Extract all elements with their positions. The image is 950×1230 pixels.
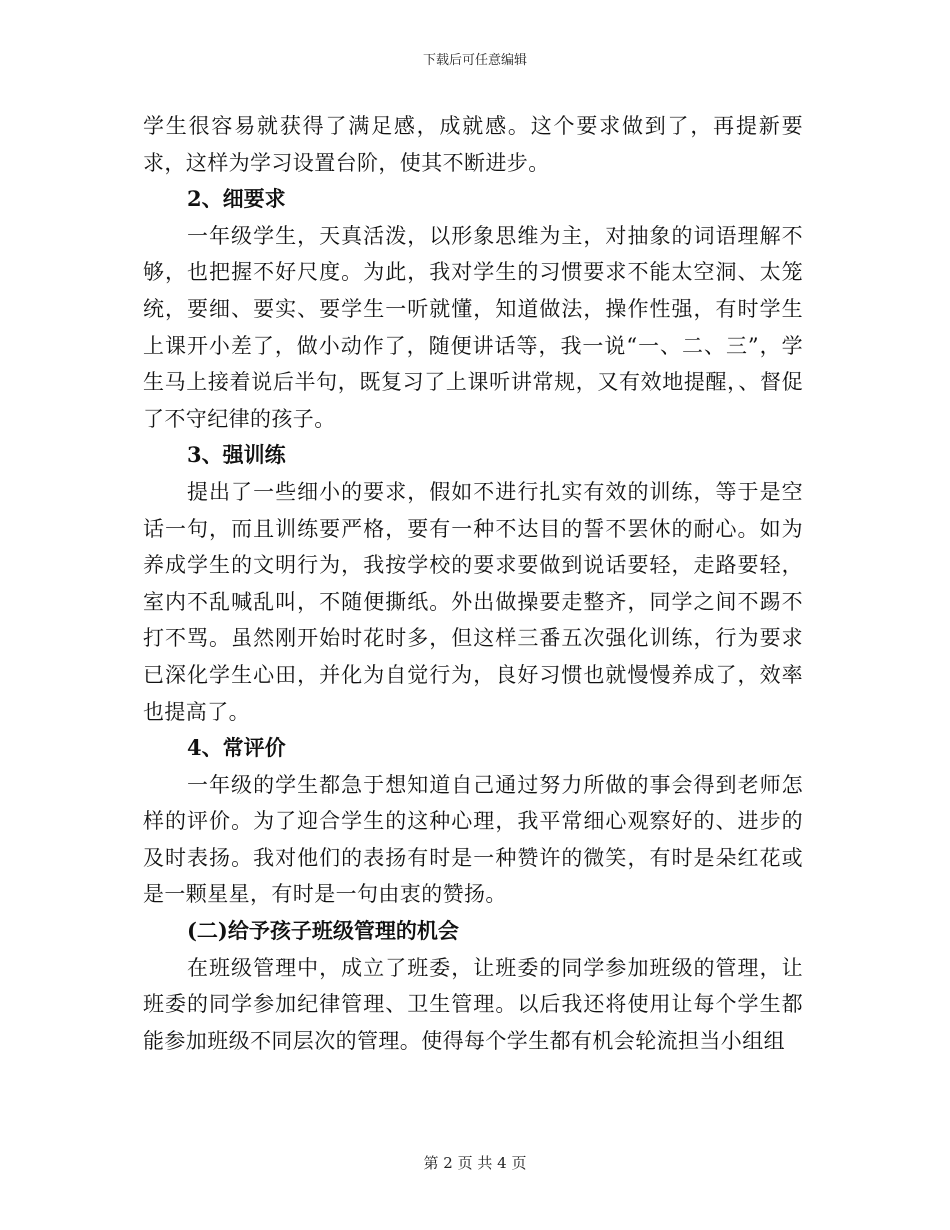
section-heading-class-management: (二)给予孩子班级管理的机会: [187, 918, 459, 944]
document-body: [143, 108, 803, 1059]
paragraph-continued: 学生很容易就获得了满足感，成就感。这个要求做到了，再提新要求，这样为学习设置台阶，使其不断进步。: [143, 114, 803, 175]
paragraph-detailed-requirements: 一年级学生，天真活泼，以形象思维为主，对抽象的词语理解不够，也把握不好尺度。为此，我对学生的习惯要求不能太空洞、太笼统，要细、要实、要学生一听就懂，知道做法，操作性强，有时学生上课开小差了，做小动作了，随便讲话等，我一说“一、二、三”，学生马上接着说后半句，既复习了上课听讲常规，又有效地提醒，、督促了不守纪律的孩子。: [143, 223, 803, 431]
page-header: 下载后可任意编辑: [422, 53, 527, 68]
section-heading-3: 3、强训练: [187, 442, 286, 468]
paragraph-class-management: 在班级管理中，成立了班委，让班委的同学参加班级的管理，让班委的同学参加纪律管理、卫生管理。以后我还将使用让每个学生都能参加班级不同层次的管理。使得每个学生都有机会轮流担当小组组: [143, 955, 803, 1053]
paragraph-training: 提出了一些细小的要求，假如不进行扎实有效的训练，等于是空话一句，而且训练要严格，要有一种不达目的誓不罢休的耐心。如为养成学生的文明行为，我按学校的要求要做到说话要轻，走路要轻，室内不乱喊乱叫，不随便撕纸。外出做操要走整齐，同学之间不踢不打不骂。虽然刚开始时花时多，但这样三番五次强化训练，行为要求已深化学生心田，并化为自觉行为，良好习惯也就慢慢养成了，效率也提高了。: [143, 479, 803, 724]
section-heading-2: 2、细要求: [187, 186, 286, 212]
paragraph-evaluation: 一年级的学生都急于想知道自己通过努力所做的事会得到老师怎样的评价。为了迎合学生的这种心理，我平常细心观察好的、进步的及时表扬。我对他们的表扬有时是一种赞许的微笑，有时是朵红花或是一颗星星，有时是一句由衷的赞扬。: [143, 772, 803, 907]
page-footer: 第 2 页 共 4 页: [423, 1154, 527, 1172]
section-heading-4: 4、常评价: [187, 735, 286, 761]
